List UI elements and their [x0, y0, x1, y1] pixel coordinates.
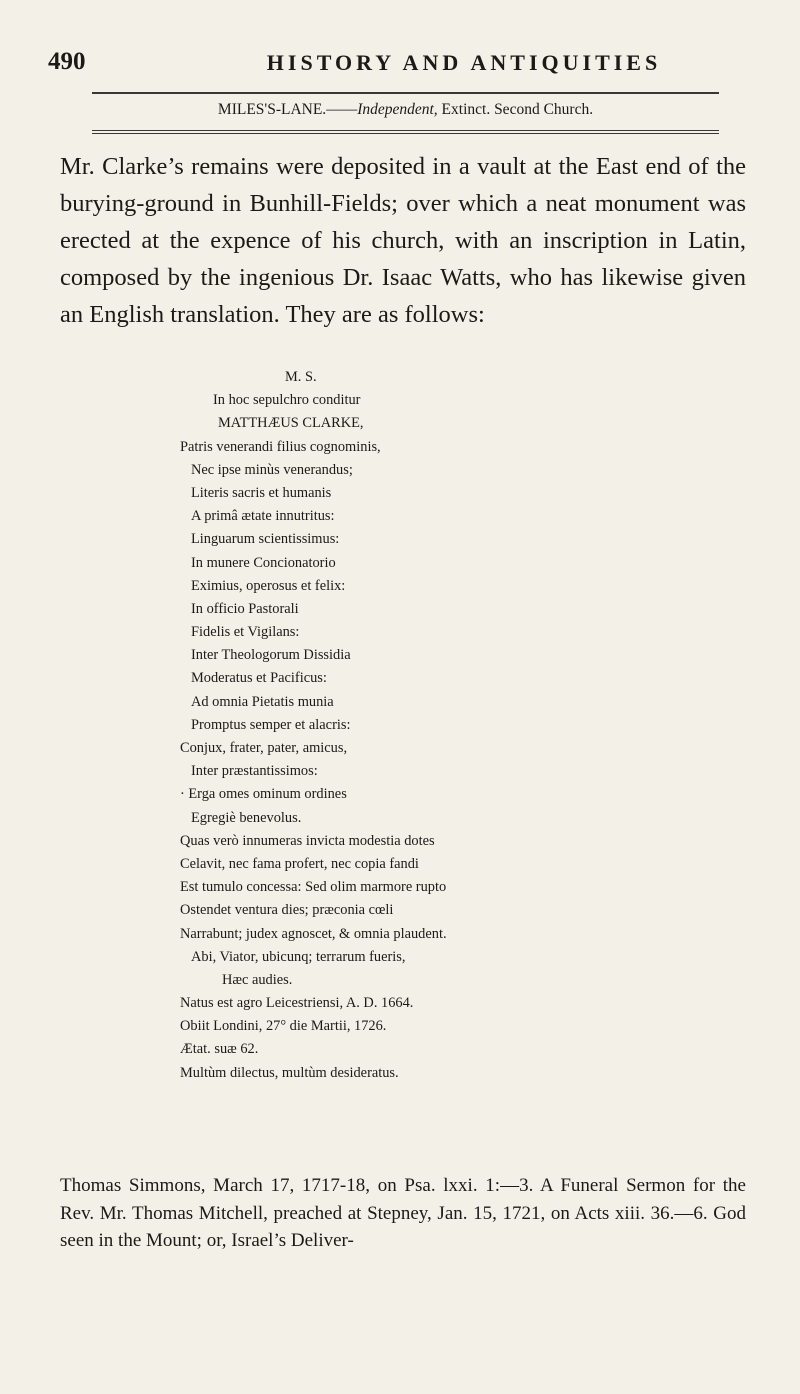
inscription-line: Patris venerandi filius cognominis, [180, 438, 381, 455]
subhead-rule-upper [92, 130, 719, 131]
inscription-line: In munere Concionatorio [191, 554, 336, 571]
inscription-line: Egregiè benevolus. [191, 809, 302, 826]
inscription-line: A primâ ætate innutritus: [191, 508, 335, 525]
inscription-line: Eximius, operosus et felix: [191, 577, 346, 594]
inscription-line: Nec ipse minùs venerandus; [191, 461, 353, 478]
running-head [48, 48, 768, 88]
inscription-line: · Erga omes ominum ordines [180, 786, 347, 803]
intro-paragraph: Mr. Clarke’s remains were deposited in a vault at the East end of the burying-ground in Bunhill-Fields; over which a neat monument was erected at the expence of his church, with an inscription in Latin, composed by the ingenious Dr. Isaac Watts, who has likewise given an English translation. They are as follows: [60, 153, 746, 328]
inscription-line: Multùm dilectus, multùm desideratus. [180, 1064, 399, 1081]
inscription-line: Quas verò innumeras invicta modestia dotes [180, 832, 435, 849]
inscription-line: Abi, Viator, ubicunq; terrarum fueris, [191, 948, 406, 965]
inscription-line: Est tumulo concessa: Sed olim marmore rupto [180, 879, 447, 896]
footer-paragraph: Thomas Simmons, March 17, 1717-18, on Psa. lxxi. 1:—3. A Funeral Sermon for the Rev. Mr. Thomas Mitchell, preached at Stepney, Jan. 15, 1721, on Acts xiii. 36.—6. God seen in the Mount; or, Israel’s Deliver- [60, 1175, 746, 1251]
running-title: HISTORY AND ANTIQUITIES [266, 50, 662, 75]
top-rule [92, 92, 719, 94]
inscription-line: In officio Pastorali [191, 600, 299, 617]
inscription-line: Inter præstantissimos: [191, 763, 318, 780]
inscription-line: In hoc sepulchro conditur [213, 392, 361, 409]
inscription-line: Obiit Londini, 27° die Martii, 1726. [180, 1018, 387, 1035]
inscription-line: Celavit, nec fama profert, nec copia fandi [180, 855, 419, 872]
inscription-line: Literis sacris et humanis [191, 484, 332, 501]
inscription-line: Ætat. suæ 62. [180, 1041, 259, 1058]
inscription-line: Promptus semper et alacris: [191, 716, 351, 733]
inscription-line: MATTHÆUS CLARKE, [218, 415, 364, 432]
inscription-line: Hæc audies. [222, 971, 293, 988]
inscription-line: Inter Theologorum Dissidia [191, 647, 351, 664]
inscription-line: Narrabunt; judex agnoscet, & omnia plaudent. [180, 925, 447, 942]
inscription-line: Fidelis et Vigilans: [191, 624, 300, 641]
subhead-denomination: Independent, [357, 101, 438, 118]
section-subhead [92, 101, 719, 119]
subhead-status: Extinct. Second Church. [437, 101, 594, 118]
inscription-line: Natus est agro Leicestriensi, A. D. 1664. [180, 995, 414, 1012]
inscription-line: Ad omnia Pietatis munia [191, 693, 334, 710]
subhead-rule-lower [92, 133, 719, 134]
inscription-line: Moderatus et Pacificus: [191, 670, 327, 687]
inscription-line: Conjux, frater, pater, amicus, [180, 740, 348, 756]
inscription-line: M. S. [285, 369, 317, 385]
subhead-location: MILES'S-LANE. [217, 101, 327, 118]
inscription-line: Linguarum scientissimus: [191, 531, 340, 548]
subhead-dash: —— [326, 101, 358, 118]
inscription-line: Ostendet ventura dies; præconia cœli [180, 902, 394, 919]
latin-inscription [180, 366, 700, 1085]
page-number: 490 [48, 48, 86, 75]
